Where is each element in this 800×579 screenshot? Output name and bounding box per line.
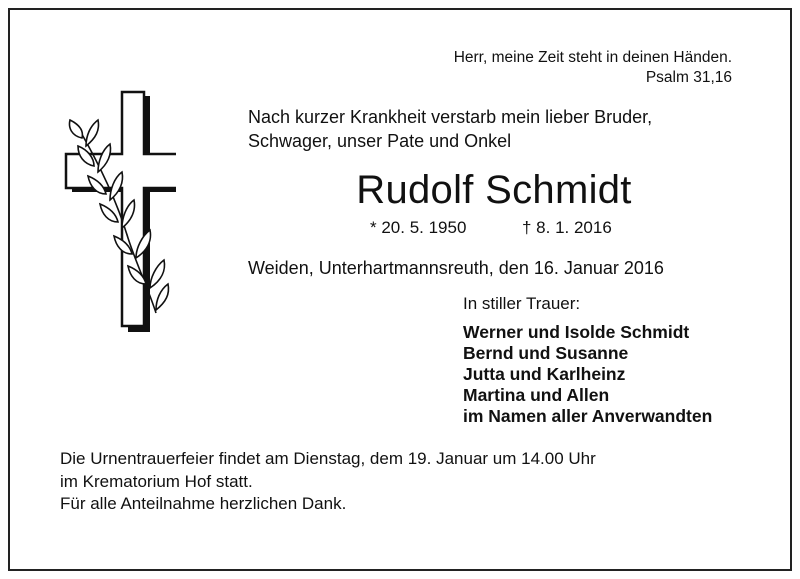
mourners-title: In stiller Trauer: (463, 294, 581, 313)
intro-line-1: Nach kurzer Krankheit verstarb mein lieber Bruder, (248, 107, 653, 127)
verse-text: Herr, meine Zeit steht in deinen Händen. (453, 49, 732, 66)
mourner-name: Jutta und Karlheinz (463, 364, 626, 384)
thanks-text: Für alle Anteilnahme herzlichen Dank. (60, 494, 347, 513)
place-date: Weiden, Unterhartmannsreuth, den 16. Januar 2016 (248, 258, 664, 278)
funeral-info (60, 447, 596, 493)
deceased-name: Rudolf Schmidt (356, 168, 632, 212)
mourner-name: Martina und Allen (463, 385, 610, 405)
intro-text (248, 105, 652, 153)
mourner-name: Werner und Isolde Schmidt (463, 322, 690, 342)
obituary-notice (8, 8, 792, 571)
mourner-name: Bernd und Susanne (463, 343, 629, 363)
funeral-line-2: im Krematorium Hof statt. (60, 472, 253, 491)
death-date: † 8. 1. 2016 (522, 218, 612, 237)
mourner-name: im Namen aller Anverwandten (463, 406, 713, 426)
funeral-line-1: Die Urnentrauerfeier findet am Dienstag, dem 19. Januar um 14.00 Uhr (60, 449, 596, 468)
verse-reference: Psalm 31,16 (645, 69, 732, 86)
cross-with-palm-icon (56, 88, 176, 338)
intro-line-2: Schwager, unser Pate und Onkel (248, 131, 512, 151)
birth-date: * 20. 5. 1950 (370, 218, 467, 237)
